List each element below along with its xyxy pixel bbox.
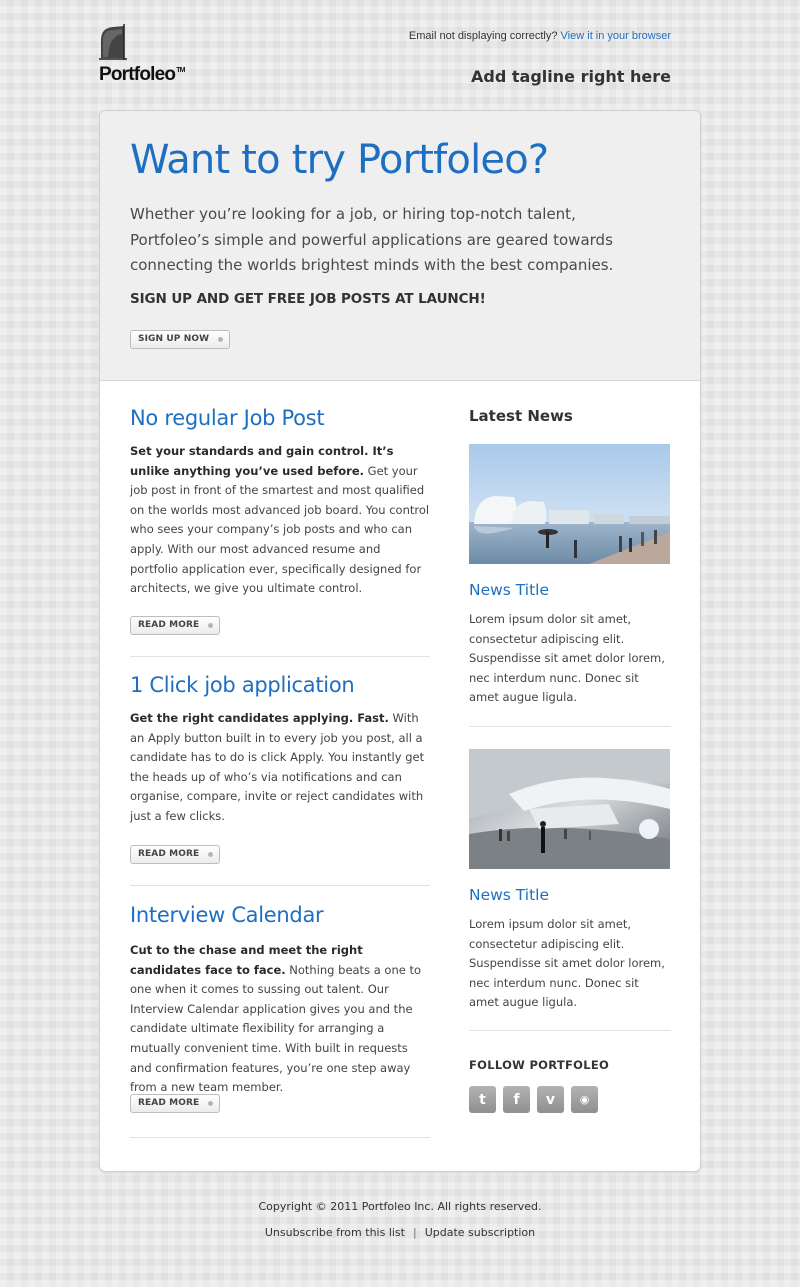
article-interview-calendar [130,886,430,1138]
update-subscription-link[interactable]: Update subscription [424,1226,536,1239]
article-job-post [130,381,430,657]
button-bullet-icon [208,852,213,857]
logo-mark-icon [99,24,127,60]
footer-links [0,1226,800,1239]
article-title[interactable]: 1 Click job application [130,673,355,697]
copyright-text: Copyright © 2011 Portfoleo Inc. All rights reserved. [258,1200,542,1213]
hero-cta-text: SIGN UP AND GET FREE JOB POSTS AT LAUNCH! [130,291,486,307]
article-lead: Cut to the chase and meet the right candidates face to face. [130,943,363,977]
button-bullet-icon [208,1101,213,1106]
facebook-icon[interactable]: f [503,1086,530,1113]
hero-description: Whether you’re looking for a job, or hiring top-notch talent, Portfoleo’s simple and powerful applications are geared towards connecting the worlds brightest minds with the best companies. [130,205,614,274]
tagline: Add tagline right here [471,67,671,86]
article-title[interactable]: Interview Calendar [130,903,324,927]
read-more-button[interactable] [130,845,220,864]
article-title[interactable]: No regular Job Post [130,406,325,430]
news-item [469,749,671,1031]
logo[interactable] [99,24,209,86]
button-bullet-icon [218,337,223,342]
email-display-note [409,30,671,42]
article-text: With an Apply button built in to every job you post, all a candidate has to do is click Apply. You instantly get the heads up of who’s via notifications and can organise, compare, invite or reject candidates with just a few clicks. [130,711,425,823]
news-image-architecture-interior[interactable] [469,749,670,869]
unsubscribe-link[interactable]: Unsubscribe from this list [264,1226,405,1239]
button-bullet-icon [208,623,213,628]
hero-title: Want to try Portfoleo? [130,137,549,183]
hero-section [100,111,700,381]
vimeo-icon[interactable]: v [537,1086,564,1113]
article-body [130,442,430,599]
footer-separator: | [412,1226,417,1239]
news-text: Lorem ipsum dolor sit amet, consectetur adipiscing elit. Suspendisse sit amet dolor lorem, nec interdum nunc. Donec sit amet augue ligula. [469,612,665,705]
read-more-label: READ MORE [138,849,200,859]
article-text: Get your job post in front of the smartest and most qualified on the worlds most advanced job board. You control who sees your company’s job posts and who can apply. With our most advanced resume and portfolio application ever, specifically designed for architects, we give you ultimate control. [130,463,430,596]
latest-news-title: Latest News [469,407,573,425]
twitter-icon[interactable]: t [469,1086,496,1113]
read-more-label: READ MORE [138,620,200,630]
article-body [130,941,430,1098]
read-more-button[interactable] [130,1094,220,1113]
news-title[interactable]: News Title [469,581,550,599]
article-lead: Get the right candidates applying. Fast. [130,711,389,725]
news-image-architecture-exterior[interactable] [469,444,670,564]
news-item [469,444,671,727]
rss-icon[interactable]: ◉ [571,1086,598,1113]
sign-up-button[interactable] [130,330,230,349]
article-click-application [130,657,430,886]
view-in-browser-link[interactable]: View it in your browser [560,30,671,42]
news-title[interactable]: News Title [469,886,550,904]
sign-up-button-label: SIGN UP NOW [138,334,210,344]
article-body [130,709,430,827]
read-more-button[interactable] [130,616,220,635]
email-header [99,24,671,94]
main-card [99,110,701,1172]
read-more-label: READ MORE [138,1098,200,1108]
logo-text: Portfoleo™ [99,64,185,85]
article-lead: Set your standards and gain control. It’s unlike anything you’ve used before. [130,444,394,478]
article-text: Nothing beats a one to one when it comes to sussing out talent. Our Interview Calendar application gives you and the candidate ultimate flexibility for arranging a mutually convenient time. With built in requests and confirmation features, you’re one step away from a new team member. [130,962,422,1095]
logo-trademark: TM [176,67,185,74]
news-text: Lorem ipsum dolor sit amet, consectetur adipiscing elit. Suspendisse sit amet dolor lorem, nec interdum nunc. Donec sit amet augue ligula. [469,917,665,1010]
follow-title: FOLLOW PORTFOLEO [469,1058,610,1072]
email-note-text: Email not displaying correctly? [408,30,558,42]
